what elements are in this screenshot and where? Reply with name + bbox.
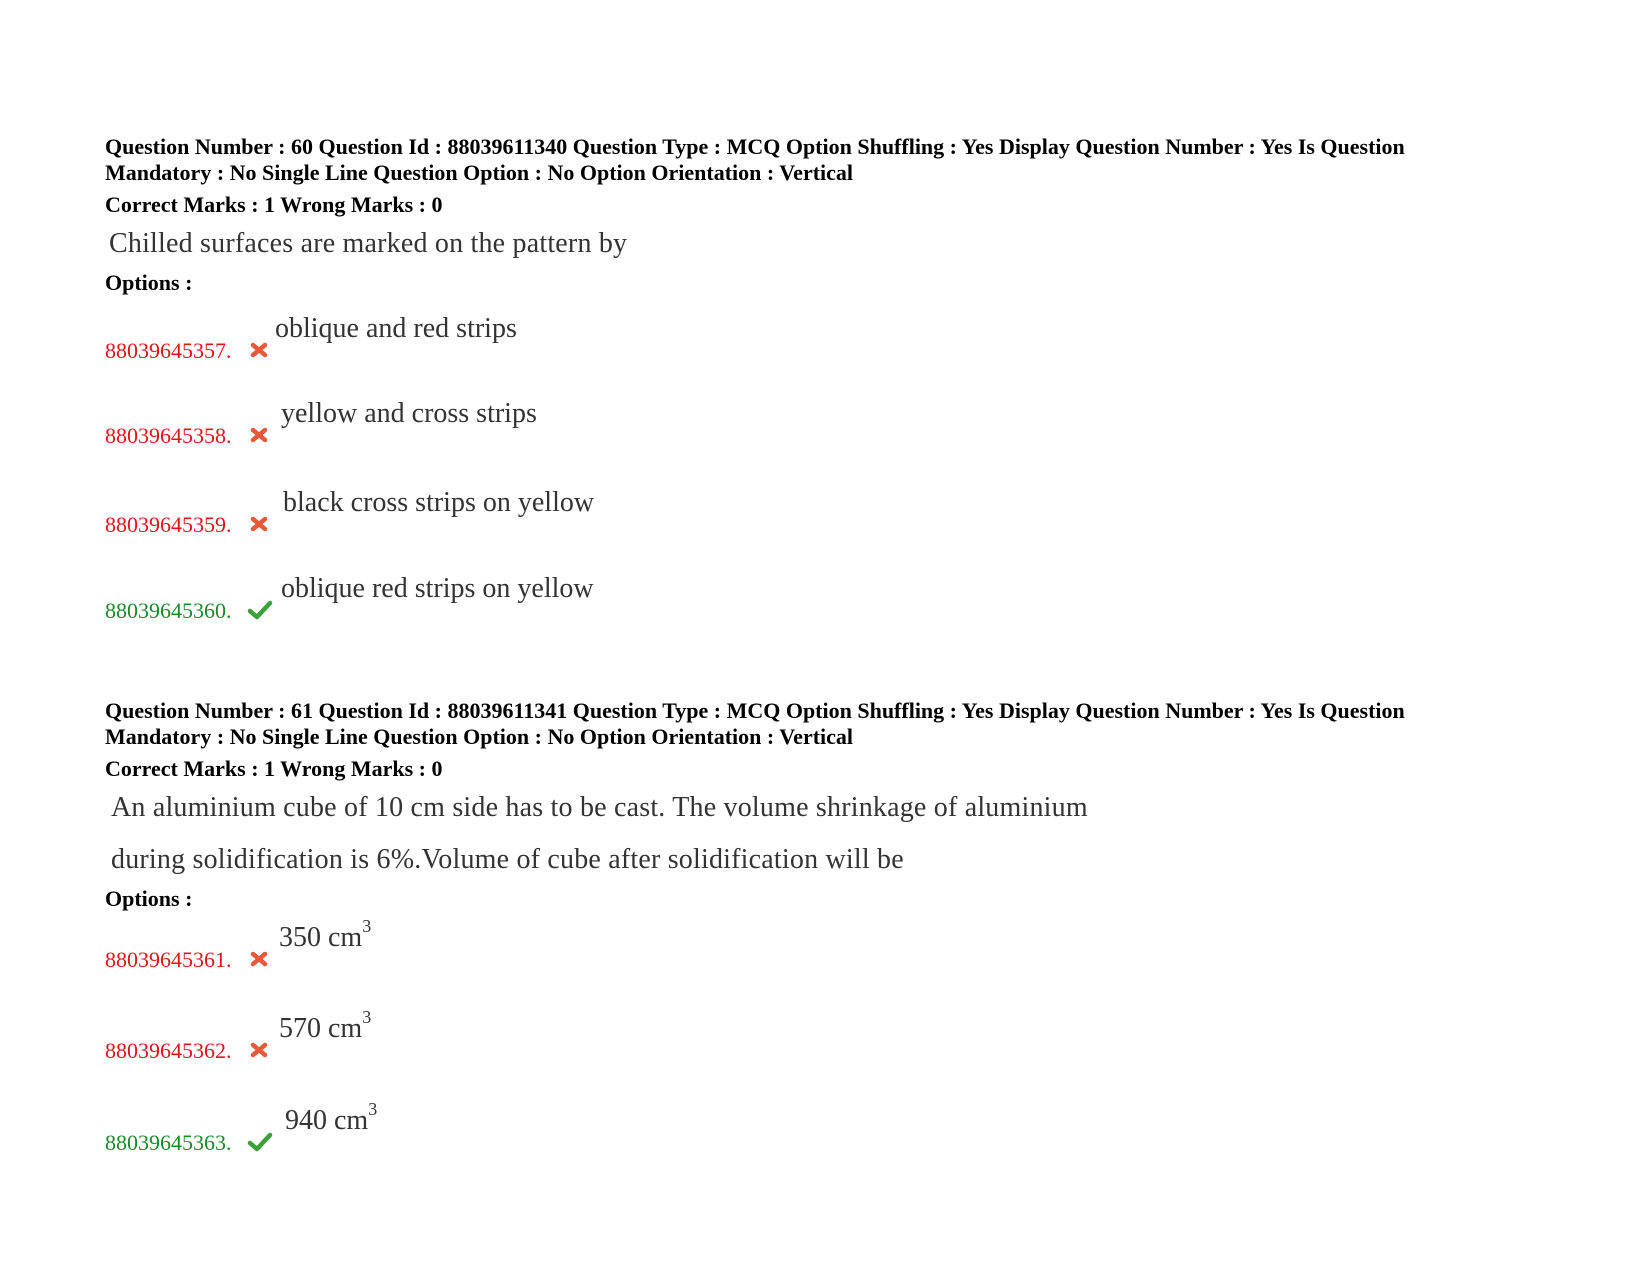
option-id: 88039645359. [105, 512, 232, 537]
option-text: oblique and red strips [275, 313, 517, 344]
question-61 [105, 698, 1525, 1158]
option-text: oblique red strips on yellow [281, 573, 594, 604]
option-88039645358 [105, 389, 905, 449]
option-88039645362 [105, 1004, 905, 1064]
question-marks: Correct Marks : 1 Wrong Marks : 0 [105, 192, 443, 217]
option-superscript: 3 [368, 1099, 378, 1119]
option-88039645360 [105, 564, 905, 624]
option-id: 88039645363. [105, 1130, 232, 1155]
question-meta-line1: Question Number : 61 Question Id : 88039611341 Question Type : MCQ Option Shuffling : Yes Display Question Number : Yes Is Question [105, 698, 1405, 723]
option-value: 350 cm [279, 922, 363, 953]
option-superscript: 3 [362, 916, 372, 936]
option-text [279, 916, 372, 955]
option-text [279, 1007, 372, 1046]
check-icon [247, 1130, 271, 1154]
options-label: Options : [105, 886, 193, 911]
cross-icon [247, 338, 271, 362]
question-marks: Correct Marks : 1 Wrong Marks : 0 [105, 756, 443, 781]
option-88039645363 [105, 1096, 905, 1156]
option-text: black cross strips on yellow [283, 487, 595, 518]
question-meta-line1: Question Number : 60 Question Id : 88039611340 Question Type : MCQ Option Shuffling : Yes Display Question Number : Yes Is Question [105, 134, 1405, 159]
question-meta-line2: Mandatory : No Single Line Question Option : No Option Orientation : Vertical [105, 160, 854, 185]
cross-icon [247, 947, 271, 971]
check-icon [247, 598, 271, 622]
question-stem-line: An aluminium cube of 10 cm side has to be cast. The volume shrinkage of aluminium [111, 792, 1088, 823]
option-88039645359 [105, 478, 905, 538]
cross-icon [247, 512, 271, 536]
option-text [285, 1099, 378, 1138]
option-id: 88039645357. [105, 338, 232, 363]
option-superscript: 3 [362, 1007, 372, 1027]
question-60 [105, 134, 1525, 624]
option-value: 940 cm [285, 1105, 369, 1136]
question-stem-line: Chilled surfaces are marked on the pattern by [109, 228, 628, 259]
option-88039645361 [105, 913, 905, 973]
cross-icon [247, 1038, 271, 1062]
cross-icon [247, 423, 271, 447]
option-id: 88039645361. [105, 947, 232, 972]
option-value: 570 cm [279, 1013, 363, 1044]
question-stem-line: during solidification is 6%.Volume of cube after solidification will be [111, 844, 904, 875]
option-text: yellow and cross strips [281, 398, 537, 429]
question-meta-line2: Mandatory : No Single Line Question Option : No Option Orientation : Vertical [105, 724, 854, 749]
option-id: 88039645360. [105, 598, 232, 623]
option-id: 88039645362. [105, 1038, 232, 1063]
option-id: 88039645358. [105, 423, 232, 448]
options-label: Options : [105, 270, 193, 295]
option-88039645357 [105, 304, 905, 364]
